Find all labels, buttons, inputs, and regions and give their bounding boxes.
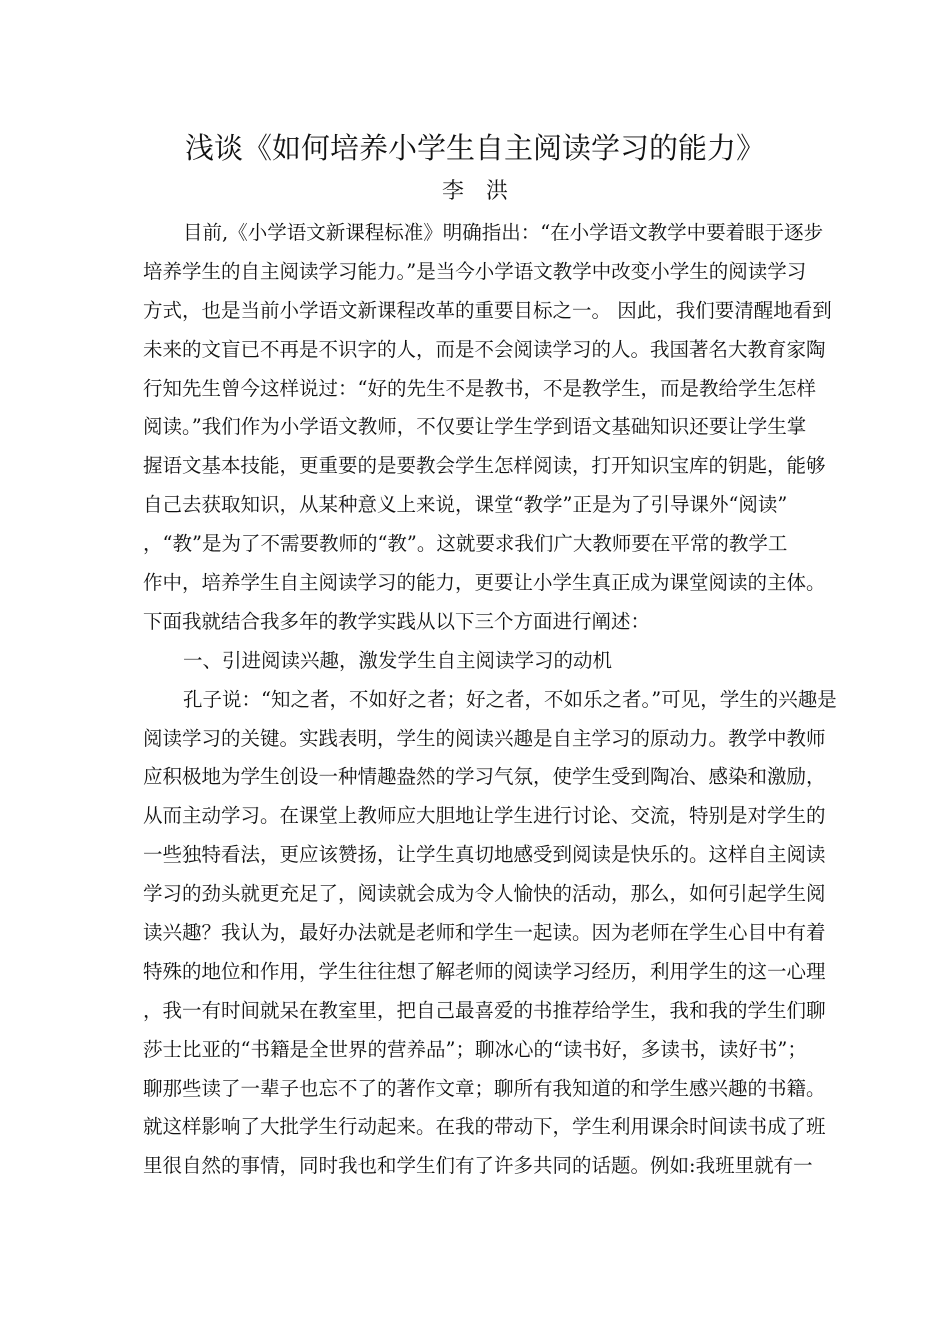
body-line: 读兴趣？我认为，最好办法就是老师和学生一起读。因为老师在学生心目中有着	[143, 921, 826, 945]
document-title: 浅谈《如何培养小学生自主阅读学习的能力》	[184, 131, 765, 165]
body-line: 里很自然的事情，同时我也和学生们有了许多共同的话题。例如:我班里就有一	[143, 1154, 813, 1178]
body-line: 一些独特看法，更应该赞扬，让学生真切地感受到阅读是快乐的。这样自主阅读	[143, 843, 826, 867]
body-line: 阅读。”我们作为小学语文教师，不仅要让学生学到语文基础知识还要让学生掌	[143, 415, 807, 439]
body-line: 未来的文盲已不再是不识字的人，而是不会阅读学习的人。我国著名大教育家陶	[143, 337, 826, 361]
body-line: 自己去获取知识，从某种意义上来说，课堂“教学”正是为了引导课外“阅读”	[143, 493, 788, 517]
body-line: 培养学生的自主阅读学习能力。”是当今小学语文教学中改变小学生的阅读学习	[143, 259, 807, 283]
body-line: 应积极地为学生创设一种情趣盎然的学习气氛，使学生受到陶冶、感染和激励，	[143, 765, 826, 789]
body-line: ，“教”是为了不需要教师的“教”。这就要求我们广大教师要在平常的教学工	[143, 532, 788, 556]
body-line: 阅读学习的关键。实践表明，学生的阅读兴趣是自主学习的原动力。教学中教师	[143, 726, 826, 750]
document-author: 李 洪	[441, 179, 508, 204]
body-line: 握语文基本技能，更重要的是要教会学生怎样阅读，打开知识宝库的钥匙，能够	[143, 454, 826, 478]
body-line: 莎士比亚的“书籍是全世界的营养品”；聊冰心的“读书好，多读书，读好书”；	[143, 1037, 807, 1061]
section-heading: 一、引进阅读兴趣，激发学生自主阅读学习的动机	[183, 648, 613, 672]
body-line: 聊那些读了一辈子也忘不了的著作文章；聊所有我知道的和学生感兴趣的书籍。	[143, 1076, 826, 1100]
body-line: 特殊的地位和作用，学生往往想了解老师的阅读学习经历，利用学生的这一心理	[143, 959, 826, 983]
body-line: 方式，也是当前小学语文新课程改革的重要目标之一。 因此，我们要清醒地看到	[143, 298, 832, 322]
body-line: 作中，培养学生自主阅读学习的能力，更要让小学生真正成为课堂阅读的主体。	[143, 571, 826, 595]
body-line: ，我一有时间就呆在教室里，把自己最喜爱的书推荐给学生，我和我的学生们聊	[143, 998, 826, 1022]
document-body	[143, 214, 837, 1186]
body-line: 行知先生曾今这样说过：“好的先生不是教书，不是教学生，而是教给学生怎样	[143, 376, 816, 400]
body-line: 从而主动学习。在课堂上教师应大胆地让学生进行讨论、交流，特别是对学生的	[143, 804, 826, 828]
body-line: 学习的劲头就更充足了，阅读就会成为令人愉快的活动，那么，如何引起学生阅	[143, 882, 826, 906]
body-line: 就这样影响了大批学生行动起来。在我的带动下，学生利用课余时间读书成了班	[143, 1115, 826, 1139]
body-line: 目前,《小学语文新课程标准》明确指出：“在小学语文教学中要着眼于逐步	[183, 221, 824, 244]
body-line: 孔子说：“知之者，不如好之者；好之者，不如乐之者。”可见，学生的兴趣是	[183, 687, 837, 711]
body-line: 下面我就结合我多年的教学实践从以下三个方面进行阐述：	[143, 609, 651, 633]
